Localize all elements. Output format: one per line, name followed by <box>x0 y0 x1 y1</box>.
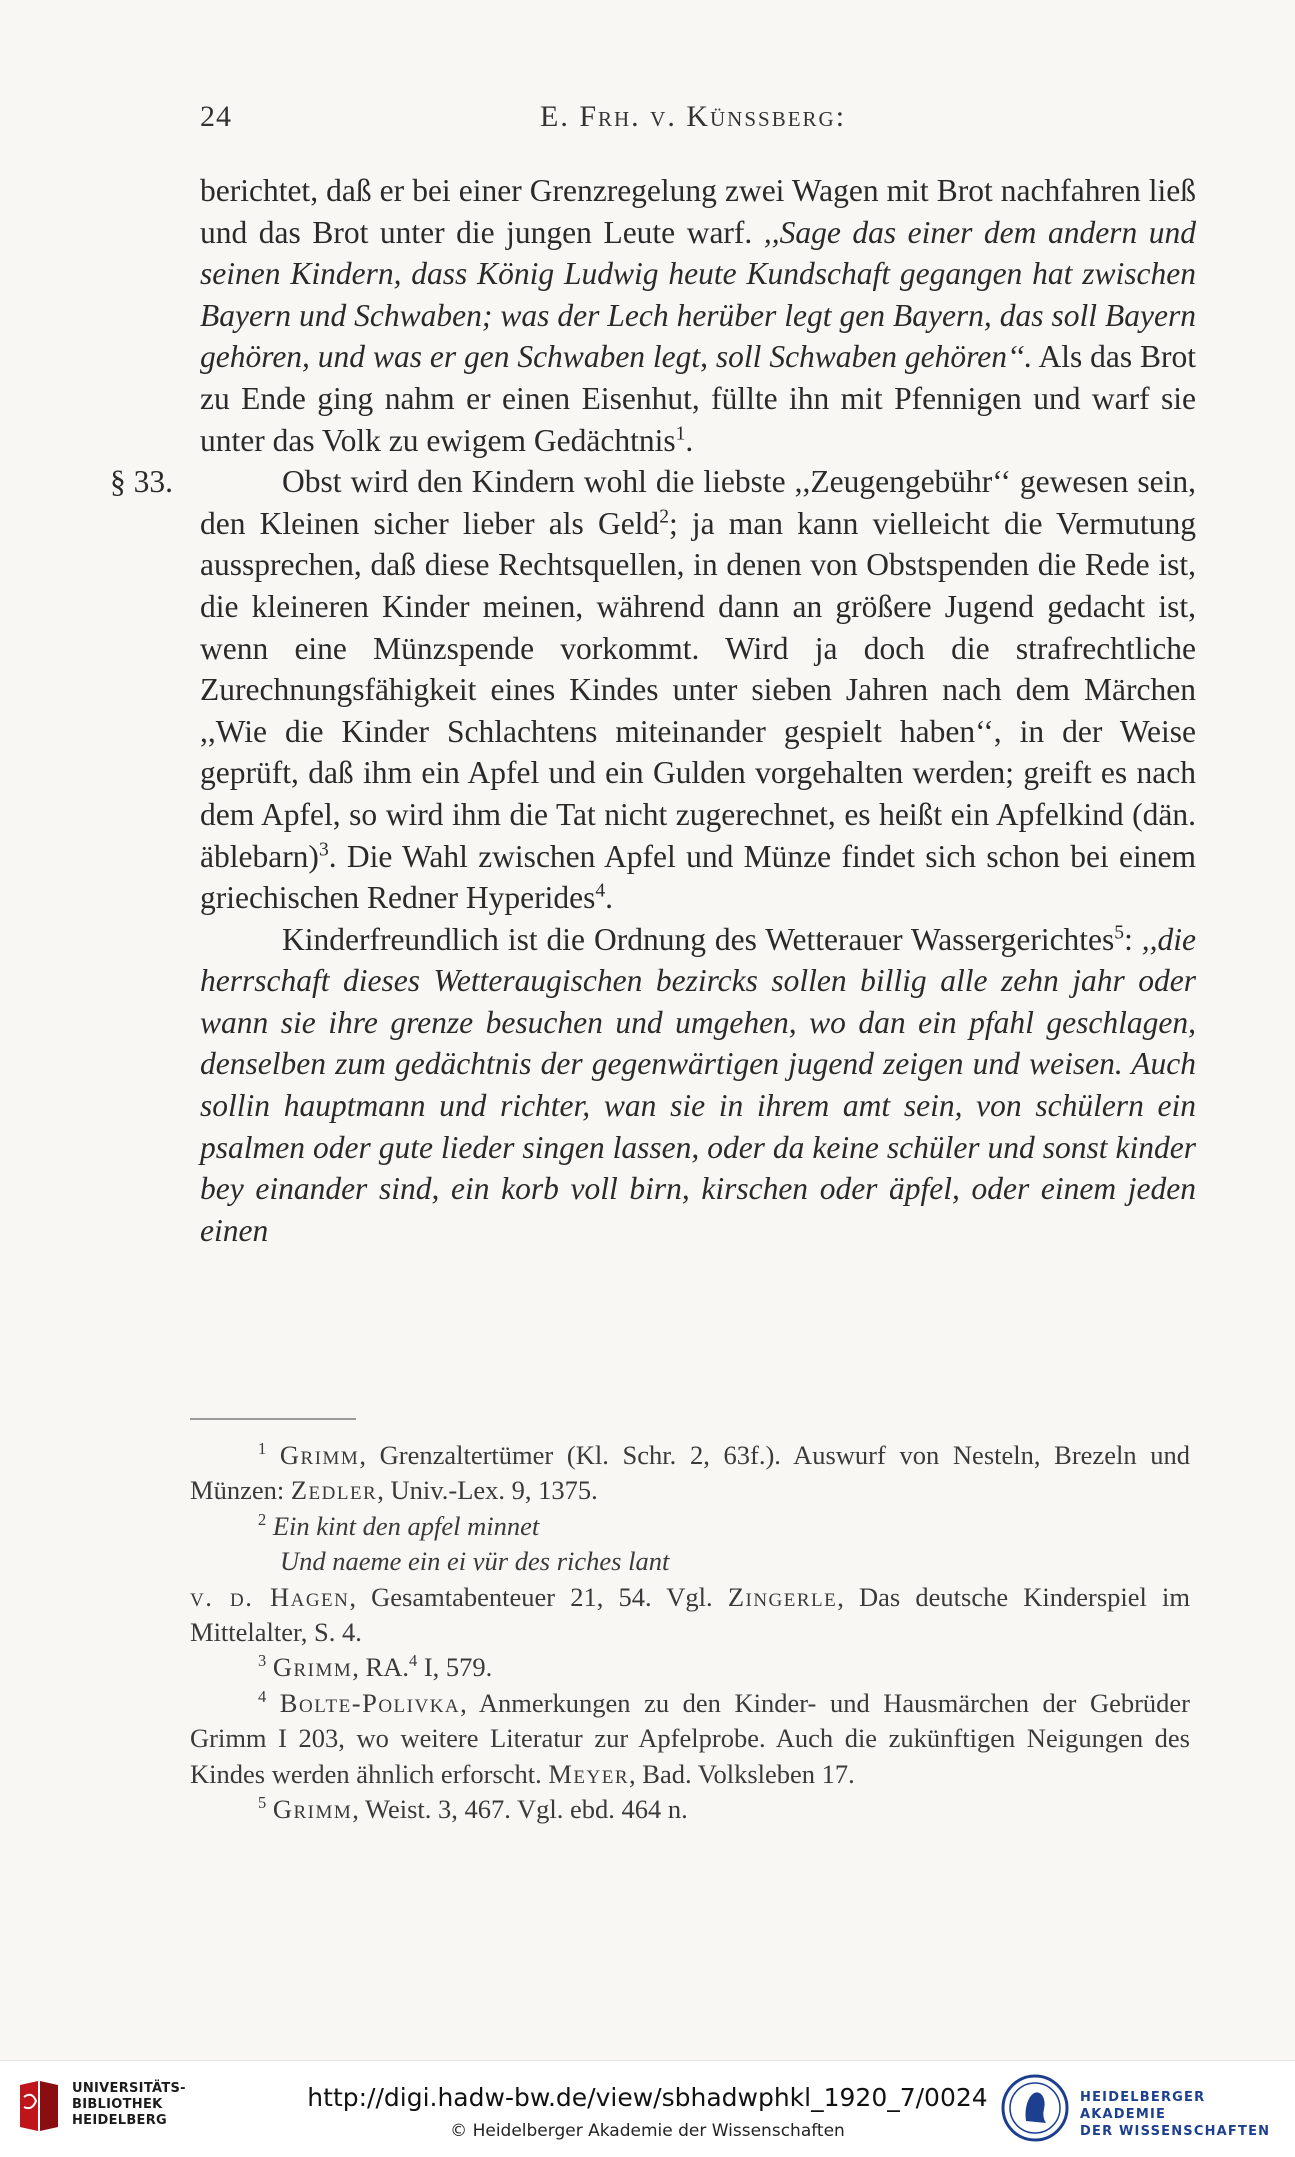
footnote-ref-3[interactable]: 3 <box>318 839 329 860</box>
footnote-2-verse-1 <box>190 1509 1190 1544</box>
footnote-3 <box>190 1650 1190 1685</box>
paragraph-3-text-a: Kinderfreundlich ist die Ordnung des Wetterauer Wassergerichtes <box>282 921 1115 957</box>
paragraph-1 <box>200 170 1196 461</box>
paragraph-1-text-a: berichtet, daß er bei einer Grenzregelung zwei Wagen mit Brot nachfahren ließ und das Brot unter die jungen Leute warf. <box>200 173 1196 250</box>
footnote-ref-1[interactable]: 1 <box>675 423 686 445</box>
footnote-3-edition: 4 <box>408 1651 418 1671</box>
footnote-2-number: 2 <box>258 1509 267 1529</box>
footnote-5-text-a: , Weist. 3, 467. Vgl. ebd. 464 n. <box>352 1794 688 1825</box>
footnote-4-author: Bolte-Polivka <box>279 1687 461 1718</box>
footnote-3-author: Grimm <box>272 1652 353 1683</box>
footnote-2-author-2: Zingerle <box>727 1581 838 1612</box>
footnote-1 <box>190 1438 1190 1509</box>
footnote-ref-4[interactable]: 4 <box>595 880 606 902</box>
footnote-2-verse-2: Und naeme ein ei vür des riches lant <box>280 1546 670 1577</box>
paragraph-3 <box>200 919 1196 1252</box>
footnote-5-number: 5 <box>258 1793 267 1813</box>
running-head <box>200 100 1195 140</box>
footnote-4-text-a: , Anmerkungen zu den Kinder- und Hausmärchen der Gebrüder Grimm I 203, wo weitere Literatur zur Apfelprobe. Auch die zukünftigen Neigungen des Kindes werden ähnlich erforscht. <box>190 1687 1191 1789</box>
university-name-line-3: HEIDELBERG <box>72 2113 168 2128</box>
footnote-4-author-2: Meyer <box>548 1758 630 1789</box>
footnote-3-text-b: I, 579. <box>417 1652 493 1683</box>
paragraph-3-quote: ,,die herrschaft dieses Wetteraugischen bezircks sollen billig alle zehn jahr oder wann sie ihre grenze besuchen und umgehen, wo dan ein pfahl geschlagen, denselben zum gedächtnis der gegenwärtigen jugend zeigen und weisen. Auch sollin hauptmann und richter, wan sie in ihrem amt sein, von schülern ein psalmen oder gute lieder singen lassen, oder da keine schüler und sonst kinder bey einander sind, ein korb voll birn, kirschen oder äpfel, oder einem jeden einen <box>200 921 1196 1248</box>
footnote-4-text-b: , Bad. Volksleben 17. <box>629 1758 855 1789</box>
footnote-3-number: 3 <box>258 1651 267 1671</box>
copyright-notice: © Heidelberger Akademie der Wissenschaften <box>450 2121 845 2141</box>
permalink-url[interactable]: http://digi.hadw-bw.de/view/sbhadwphkl_1920_7/0024 <box>307 2083 988 2112</box>
paragraph-2-text-c: . Die Wahl zwischen Apfel und Münze findet sich schon bei einem griechischen Redner Hyperides <box>200 838 1196 916</box>
footnote-2-source <box>190 1580 1190 1651</box>
body-text <box>110 170 1197 1251</box>
paragraph-2-text-b: ; ja man kann vielleicht die Vermutung aussprechen, daß diese Rechtsquellen, in denen von Obstspenden die Rede ist, die kleineren Kinder meinen, während dann an größere Jugend gedacht ist, wenn eine Münzspende vorkommt. Wird ja doch die strafrechtliche Zurechnungsfähigkeit eines Kindes unter sieben Jahren nach dem Märchen ,,Wie die Kinder Schlachtens miteinander gespielt haben‘‘, in der Weise geprüft, daß ihm ein Apfel und ein Gulden vorgehalten werden; greift es nach dem Apfel, so wird ihm die Tat nicht zugerechnet, es heißt ein Apfelkind (dän. äblebarn) <box>200 505 1197 874</box>
paragraph-1-text-b: Als das Brot zu Ende ging nahm er einen Eisenhut, füllte ihn mit Pfennigen und warf sie unter das Volk zu ewigem Gedächtnis <box>200 339 1197 458</box>
footnote-2-author: v. d. Hagen <box>190 1581 350 1612</box>
paragraph-1-end: . <box>685 422 694 458</box>
page-number: 24 <box>200 100 232 133</box>
paragraph-2-text-a: Obst wird den Kindern wohl die liebste ,,Zeugengebühr‘‘ gewesen sein, den Kleinen sicher lieber als Geld <box>200 464 1196 541</box>
academy-seal-icon <box>1000 2073 1070 2143</box>
university-name-line-2: BIBLIOTHEK <box>72 2097 163 2112</box>
footnote-3-text-a: , RA. <box>352 1652 409 1683</box>
footnote-1-author: Grimm <box>279 1440 360 1470</box>
footnote-5 <box>190 1792 1190 1827</box>
section-mark: § 33. <box>110 464 173 500</box>
footnote-ref-2[interactable]: 2 <box>659 506 669 528</box>
university-name-line-1: UNIVERSITÄTS- <box>72 2081 186 2096</box>
footnote-1-text-a: , Grenzaltertümer (Kl. Schr. 2, 63f.). Auswurf von Nesteln, Brezeln und Münzen: <box>190 1440 1190 1506</box>
paragraph-3-text-b: : <box>1124 921 1142 957</box>
footnote-5-author: Grimm <box>272 1794 353 1825</box>
footnote-rule <box>190 1418 356 1420</box>
footnotes <box>190 1438 1190 1827</box>
footnote-4 <box>190 1686 1190 1792</box>
paragraph-1-quote: ,,Sage das einer dem andern und seinen Kindern, dass König Ludwig heute Kundschaft gegangen hat zwischen Bayern und Schwaben; was der Lech herüber legt gen Bayern, das soll Bayern gehören, und was er gen Schwaben legt, soll Schwaben gehören‘‘. <box>200 214 1196 375</box>
viewer-footer <box>0 2060 1295 2157</box>
footnote-ref-5[interactable]: 5 <box>1114 922 1125 944</box>
academy-name-line-2: DER WISSENSCHAFTEN <box>1080 2124 1271 2139</box>
footnote-2-text-a: , Gesamtabenteuer 21, 54. Vgl. <box>349 1581 728 1612</box>
footnote-2-text-b: , Das deutsche Kinderspiel im Mittelalter, S. 4. <box>190 1581 1190 1648</box>
footnote-2-verse-1-text: Ein kint den apfel minnet <box>272 1510 540 1541</box>
footnote-1-text-b: , Univ.-Lex. 9, 1375. <box>377 1475 598 1506</box>
academy-name-line-1: HEIDELBERGER AKADEMIE <box>1080 2090 1206 2122</box>
footnote-4-number: 4 <box>258 1687 267 1707</box>
running-title: E. Frh. v. Künssberg: <box>540 100 847 133</box>
footnote-1-author-2: Zedler <box>290 1475 378 1506</box>
footnote-1-number: 1 <box>258 1439 267 1459</box>
academy-name <box>1080 2089 1295 2140</box>
paragraph-2 <box>110 461 1197 919</box>
paragraph-2-end: . <box>605 880 613 916</box>
